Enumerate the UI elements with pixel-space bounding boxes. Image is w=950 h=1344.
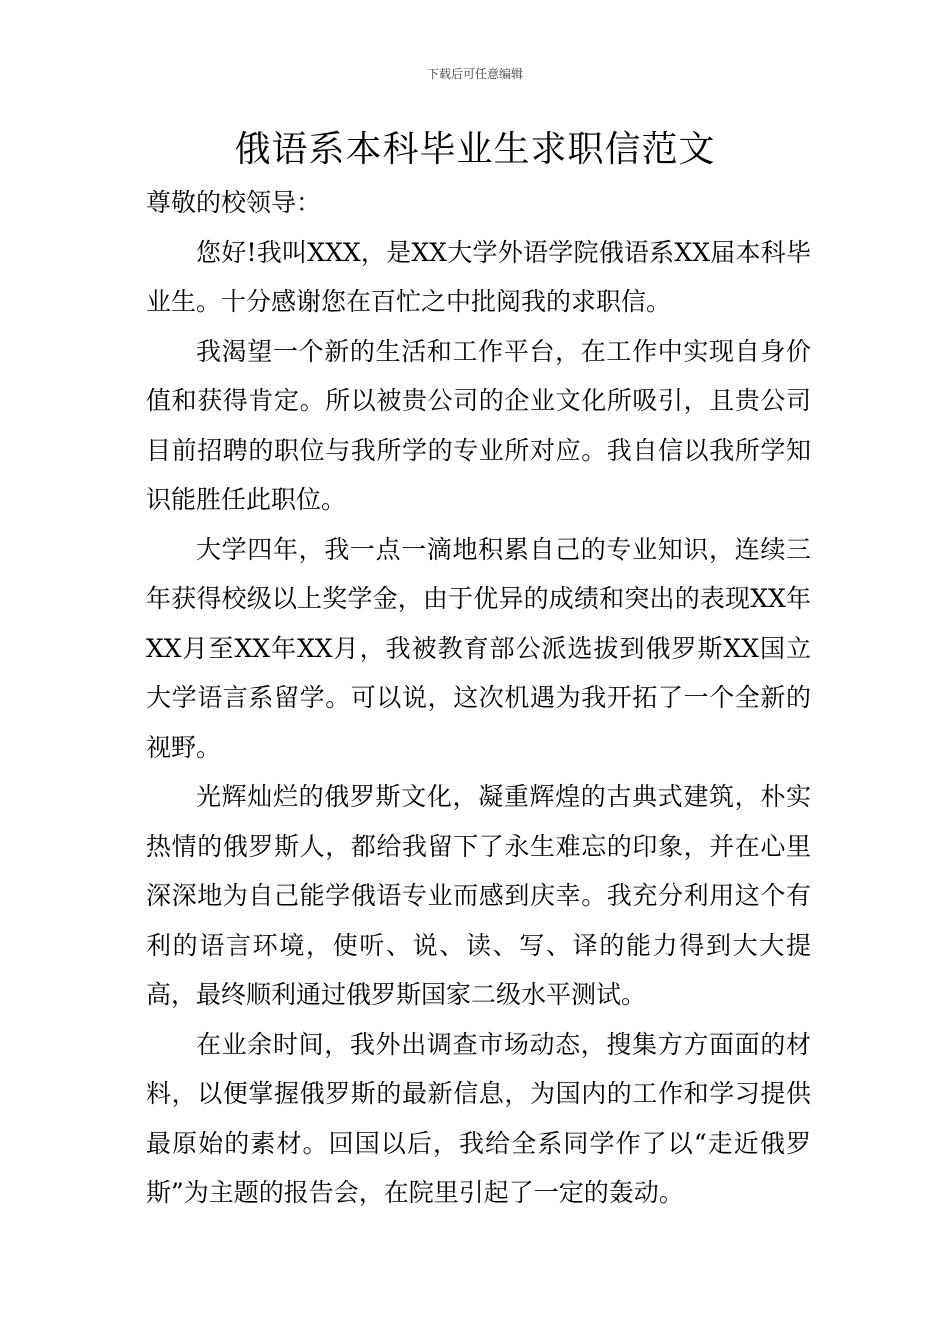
paragraph-1: 您好!我叫XXX，是XX大学外语学院俄语系XX届本科毕业生。十分感谢您在百忙之中批阅我的求职信。 [146,237,811,316]
header-note: 下载后可任意编辑 [426,67,523,81]
document-body [146,178,811,1218]
paragraph-5: 在业余时间，我外出调查市场动态，搜集方方面面的材料，以便掌握俄罗斯的最新信息，为国内的工作和学习提供最原始的素材。回国以后，我给全系同学作了以“走近俄罗斯”为主题的报告会，在院里引起了一定的轰动。 [146,1029,811,1207]
paragraph-4: 光辉灿烂的俄罗斯文化，凝重辉煌的古典式建筑，朴实热情的俄罗斯人，都给我留下了永生难忘的印象，并在心里深深地为自己能学俄语专业而感到庆幸。我充分利用这个有利的语言环境，使听、说、读、写、译的能力得到大大提高，最终顺利通过俄罗斯国家二级水平测试。 [146,782,811,1009]
document-title: 俄语系本科毕业生求职信范文 [234,129,716,170]
salutation: 尊敬的校领导： [146,188,322,217]
paragraph-2: 我渴望一个新的生活和工作平台，在工作中实现自身价值和获得肯定。所以被贵公司的企业文化所吸引，且贵公司目前招聘的职位与我所学的专业所对应。我自信以我所学知识能胜任此职位。 [146,336,811,514]
paragraph-3: 大学四年，我一点一滴地积累自己的专业知识，连续三年获得校级以上奖学金，由于优异的成绩和突出的表现XX年XX月至XX年XX月，我被教育部公派选拔到俄罗斯XX国立大学语言系留学。可以说，这次机遇为我开拓了一个全新的视野。 [146,534,811,762]
